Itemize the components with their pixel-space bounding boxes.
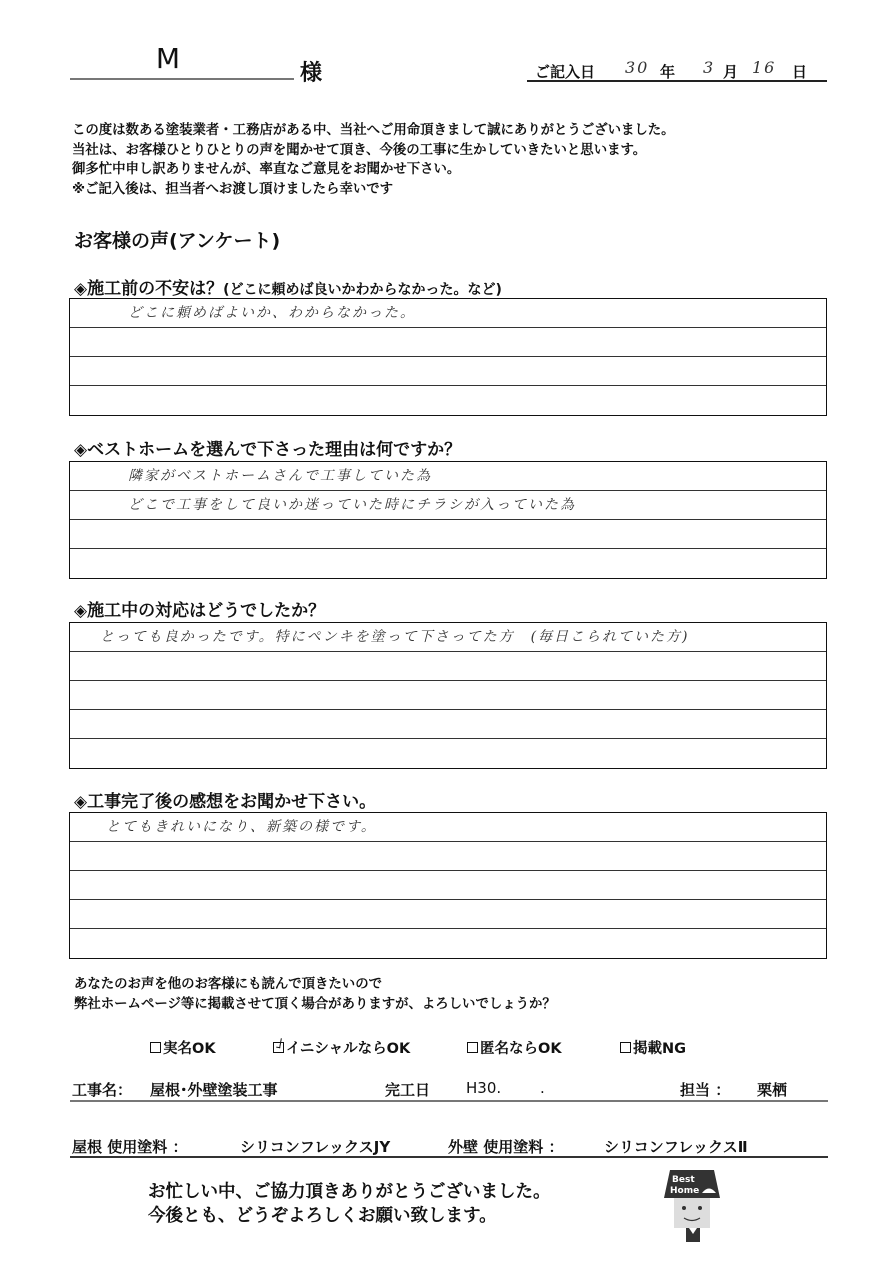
consent-line: あなたのお声を他のお客様にも読んで頂きたいので xyxy=(74,977,382,992)
completion-label: 完工日 xyxy=(385,1081,431,1099)
roof-paint: シリコンフレックスJY xyxy=(240,1138,391,1156)
answer-row xyxy=(70,623,826,652)
customer-name-underline xyxy=(70,78,294,80)
checkbox-no-publish[interactable] xyxy=(620,1042,631,1053)
day-label: 日 xyxy=(792,63,808,81)
answer-row xyxy=(70,652,826,681)
intro-line: 御多忙中申し訳ありませんが、率直なご意見をお聞かせ下さい。 xyxy=(72,162,461,177)
logo-line1: Best xyxy=(672,1175,695,1185)
option-real-name[interactable] xyxy=(150,1037,216,1058)
answer-box-3[interactable] xyxy=(69,622,827,769)
option-label: 匿名ならOK xyxy=(480,1041,562,1057)
question-3-title: ◈施工中の対応はどうでしたか？ xyxy=(74,601,326,621)
intro-line: 当社は、お客様ひとりひとりの声を聞かせて頂き、今後の工事に生かしていきたいと思います。 xyxy=(72,142,647,158)
option-initials[interactable] xyxy=(273,1037,410,1058)
answer-row xyxy=(70,491,826,520)
consent-line: 弊社ホームページ等に掲載させて頂く場合がありますが、よろしいでしょうか？ xyxy=(74,997,556,1012)
closing-message xyxy=(148,1180,551,1228)
answer-text: 隣家がベストホームさんで工事していた為 xyxy=(128,468,432,484)
date-day: 16 xyxy=(752,58,777,77)
question-4-title: ◈工事完了後の感想をお聞かせ下さい。 xyxy=(74,792,377,812)
completion-dot: . xyxy=(540,1079,545,1097)
answer-row xyxy=(70,462,826,491)
answer-row xyxy=(70,520,826,549)
option-label: 実名OK xyxy=(163,1041,216,1057)
wall-paint-label: 外壁 使用塗料 ： xyxy=(448,1138,564,1156)
answer-row xyxy=(70,549,826,578)
answer-box-2[interactable] xyxy=(69,461,827,579)
closing-line: 今後とも、どうぞよろしくお願い致します。 xyxy=(148,1206,497,1226)
intro-line: この度は数ある塗装業者・工務店がある中、当社へご用命頂きまして誠にありがとうございました。 xyxy=(72,123,675,138)
question-1-label: ◈施工前の不安は？ xyxy=(74,279,224,299)
project-name: 屋根･外壁塗装工事 xyxy=(150,1081,278,1099)
paint-underline xyxy=(70,1156,828,1158)
question-1-hint: (どこに頼めば良いかわからなかった。など) xyxy=(223,282,502,298)
answer-row xyxy=(70,710,826,739)
best-home-mascot-logo xyxy=(662,1168,722,1248)
intro-text xyxy=(72,121,675,199)
customer-name: M xyxy=(155,42,181,75)
answer-row xyxy=(70,357,826,386)
answer-row xyxy=(70,386,826,415)
month-label: 月 xyxy=(723,63,739,81)
answer-row xyxy=(70,299,826,328)
option-label: イニシャルならOK xyxy=(286,1041,411,1057)
answer-text: どこで工事をして良いか迷っていた時にチラシが入っていた為 xyxy=(128,497,576,513)
date-month: 3 xyxy=(703,58,716,77)
answer-box-4[interactable] xyxy=(69,812,827,959)
answer-row xyxy=(70,681,826,710)
survey-title: お客様の声(アンケート) xyxy=(74,230,281,252)
roof-paint-label: 屋根 使用塗料 ： xyxy=(72,1138,188,1156)
answer-row xyxy=(70,900,826,929)
question-2-title: ◈ベストホームを選んで下さった理由は何ですか？ xyxy=(74,440,462,460)
closing-line: お忙しい中、ご協力頂きありがとうございました。 xyxy=(148,1182,551,1202)
answer-row xyxy=(70,739,826,768)
staff-label: 担当 ： xyxy=(680,1081,731,1099)
project-underline xyxy=(70,1100,828,1102)
consent-text xyxy=(74,975,556,1015)
answer-box-1[interactable] xyxy=(69,298,827,416)
checkbox-initials[interactable] xyxy=(273,1042,284,1053)
staff-name: 栗栖 xyxy=(757,1081,788,1099)
checkbox-real-name[interactable] xyxy=(150,1042,161,1053)
answer-text: どこに頼めばよいか、わからなかった。 xyxy=(128,305,416,321)
answer-row xyxy=(70,813,826,842)
date-year: 30 xyxy=(625,58,650,77)
year-label: 年 xyxy=(660,63,676,81)
project-name-label: 工事名： xyxy=(72,1081,133,1099)
mascot-icon xyxy=(662,1168,722,1248)
intro-line: ※ご記入後は、担当者へお渡し頂けましたら幸いです xyxy=(72,181,394,197)
question-1-title xyxy=(74,274,502,299)
option-label: 掲載NG xyxy=(633,1041,687,1057)
date-underline xyxy=(527,80,827,82)
answer-text: とてもきれいになり、新築の様です。 xyxy=(106,819,377,835)
answer-row xyxy=(70,842,826,871)
answer-row xyxy=(70,871,826,900)
date-label: ご記入日 xyxy=(535,63,596,81)
logo-line2: Home xyxy=(670,1186,700,1196)
option-anonymous[interactable] xyxy=(467,1037,562,1058)
answer-row xyxy=(70,929,826,958)
option-no-publish[interactable] xyxy=(620,1037,686,1058)
honorific: 様 xyxy=(300,61,323,86)
checkbox-anonymous[interactable] xyxy=(467,1042,478,1053)
completion-value: H30. xyxy=(466,1079,502,1097)
answer-text: とっても良かったです。特にペンキを塗って下さってた方 (毎日こられていた方) xyxy=(100,629,690,645)
answer-row xyxy=(70,328,826,357)
wall-paint: シリコンフレックスⅡ xyxy=(604,1138,748,1156)
